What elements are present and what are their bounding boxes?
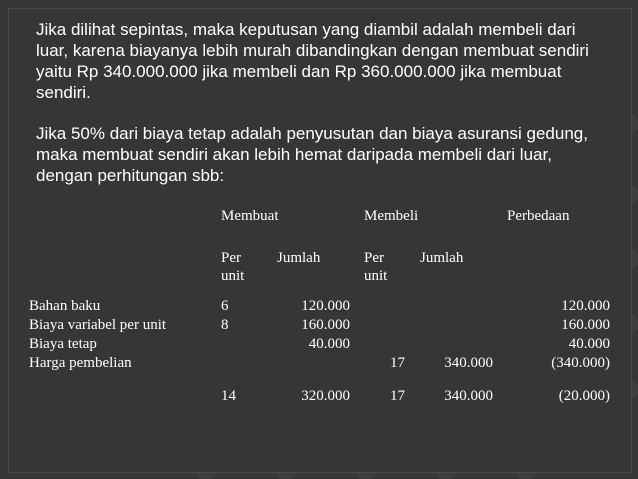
paragraph-2: Jika 50% dari biaya tetap adalah penyusutan dan biaya asuransi gedung, maka membuat sendiri akan lebih hemat daripada membeli dari luar, dengan perhitungan sbb:: [36, 124, 588, 185]
header-membuat: Membuat: [221, 208, 279, 224]
total-make-unit: 14: [221, 388, 236, 404]
subheader-make-per: Per: [221, 250, 241, 266]
subheader-buy-unit: unit: [364, 268, 388, 284]
subheader-buy-per: Per: [364, 250, 384, 266]
subheader-make-unit: unit: [221, 268, 245, 284]
header-perbedaan: Perbedaan: [507, 208, 570, 224]
header-membeli: Membeli: [364, 208, 419, 224]
make-amount-cell: 160.000: [301, 317, 350, 333]
total-buy-amount: 340.000: [444, 388, 493, 404]
make-unit-cell: 6: [221, 298, 229, 314]
row-label: Bahan baku: [29, 298, 101, 314]
paragraph-1: Jika dilihat sepintas, maka keputusan yang diambil adalah membeli dari luar, karena biayanya lebih murah dibandingkan dengan membuat sendiri yaitu Rp 340.000.000 jika membeli dan Rp 360.000.000 jika membuat sendiri.: [36, 20, 589, 102]
diff-cell: 120.000: [561, 298, 610, 314]
row-label: Biaya variabel per unit: [29, 317, 167, 333]
row-label: Biaya tetap: [29, 336, 97, 352]
make-amount-cell: 120.000: [301, 298, 350, 314]
total-buy-unit: 17: [390, 388, 405, 404]
diff-cell: 40.000: [568, 336, 610, 352]
buy-amount-cell: 340.000: [444, 355, 493, 371]
make-amount-cell: 40.000: [308, 336, 350, 352]
total-make-amount: 320.000: [301, 388, 350, 404]
subheader-make-jumlah: Jumlah: [277, 250, 321, 266]
diff-cell: 160.000: [561, 317, 610, 333]
total-diff: (20.000): [558, 388, 610, 404]
make-unit-cell: 8: [221, 317, 229, 333]
diff-cell: (340.000): [551, 355, 610, 371]
subheader-buy-jumlah: Jumlah: [420, 250, 464, 266]
row-label: Harga pembelian: [29, 355, 132, 371]
buy-unit-cell: 17: [390, 355, 405, 371]
